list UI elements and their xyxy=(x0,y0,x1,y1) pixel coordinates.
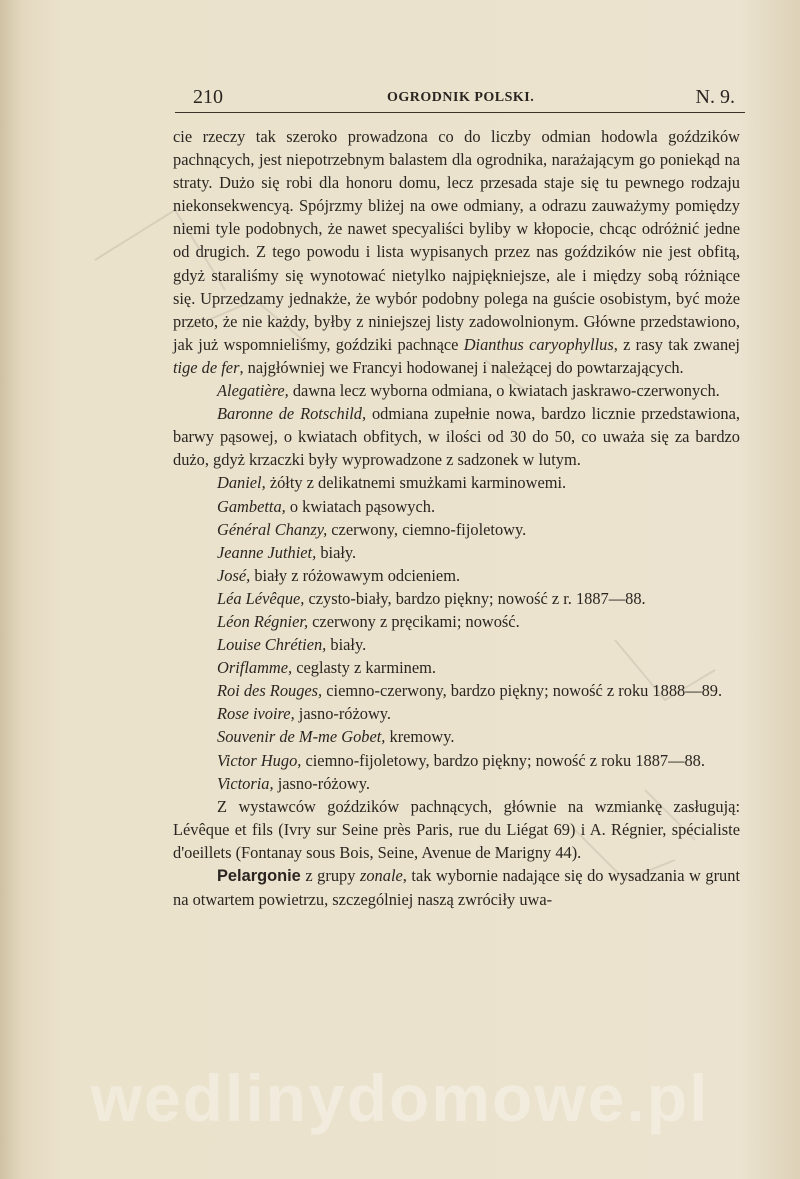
variety-item: Léon Régnier, czerwony z pręcikami; nowość. xyxy=(217,611,520,631)
exhibitors-paragraph: Z wystawców goździków pachnących, głównie na wzmiankę zasługują: Lévêque et fils (Ivry sur Seine près Paris, rue du Liégat 69) i A. Régnier, spécialiste d'oeillets (Fontanay sous Bois, Seine, Avenue de Marigny 44). xyxy=(173,796,740,862)
variety-item: Alegatière, dawna lecz wyborna odmiana, o kwiatach jaskrawo-czerwonych. xyxy=(217,381,720,401)
pelargonie-heading: Pelargonie xyxy=(217,867,301,885)
variety-item: José, biały z różowawym odcieniem. xyxy=(217,565,461,585)
latin-name: Dianthus caryophyllus xyxy=(463,334,614,354)
intro-end: , najgłówniej we Francyi hodowanej i należącej do powtarzających. xyxy=(239,357,684,377)
pelargonie-paragraph: Pelargonie z grupy zonale, tak wybornie nadające się do wysadzania w grunt na otwartem powietrzu, szczególniej naszą zwróciły uwa- xyxy=(173,866,740,910)
intro-paragraph xyxy=(173,125,740,379)
variety-item: Oriflamme, ceglasty z karminem. xyxy=(217,658,436,678)
variety-item: Roi des Rouges, ciemno-czerwony, bardzo piękny; nowość z roku 1888—89. xyxy=(217,681,723,701)
intro-text: cie rzeczy tak szeroko prowadzona co do liczby odmian hodowla goździków pachnących, jest niepotrzebnym balastem dla ogrodnika, narażającym go poniekąd na straty. Dużo się robi dla honoru domu, lecz przesada staje się tu pewnego rodzaju niekonsekwencyą. Spójrzmy bliżej na owe odmiany, a odrazu zauważymy pomiędzy niemi tyle podobnych, że nawet specyaliści byliby w kłopocie, chcąc odróżnić jedne od drugich. Z tego powodu i lista wypisanych przez nas goździków nie jest obfitą, gdyż staraliśmy się wynotować nietylko najpiękniejsze, ale i między sobą różniące się. Uprzedzamy jednakże, że wybór podobny polega na guście osobistym, być może przeto, że nie każdy, byłby z niniejszej listy zadowolnionym. Główne przedstawiono, jak już wspomnieliśmy, goździki pachnące xyxy=(173,127,740,354)
issue-number: N. 9. xyxy=(695,86,735,108)
variety-item: Victoria, jasno-różowy. xyxy=(217,773,370,793)
variety-item: Rose ivoire, jasno-różowy. xyxy=(217,704,392,724)
variety-item: Souvenir de M-me Gobet, kremowy. xyxy=(217,727,455,747)
variety-item: Louise Chrétien, biały. xyxy=(217,635,367,655)
site-watermark: wedlinydomowe.pl xyxy=(90,1061,710,1135)
page-header xyxy=(175,86,745,113)
variety-item: Général Chanzy, czerwony, ciemno-fijoletowy. xyxy=(217,519,527,539)
variety-item: Daniel, żółty z delikatnemi smużkami karminowemi. xyxy=(217,473,567,493)
running-title: OGRODNIK POLSKI. xyxy=(387,90,535,105)
variety-name: tige de fer xyxy=(173,357,240,377)
variety-item: Victor Hugo, ciemno-fijoletowy, bardzo piękny; nowość z roku 1887—88. xyxy=(217,750,705,770)
variety-item: Léa Lévêque, czysto-biały, bardzo piękny; nowość z r. 1887—88. xyxy=(217,588,646,608)
variety-item: Jeanne Juthiet, biały. xyxy=(217,542,357,562)
intro-mid: , z rasy tak zwanej xyxy=(613,334,740,354)
variety-item: Gambetta, o kwiatach pąsowych. xyxy=(217,496,436,516)
article-body xyxy=(173,125,740,911)
page-number: 210 xyxy=(193,86,223,108)
group-name: zonale xyxy=(359,866,403,885)
variety-item: Baronne de Rotschild, odmiana zupełnie nowa, bardzo licznie przedstawiona, barwy pąsowej, o kwiatach obfitych, w ilości od 30 do 50, co uważa się za bardzo dużo, gdyż krzaczki były wyprowadzone z sadzonek w lutym. xyxy=(173,404,740,470)
